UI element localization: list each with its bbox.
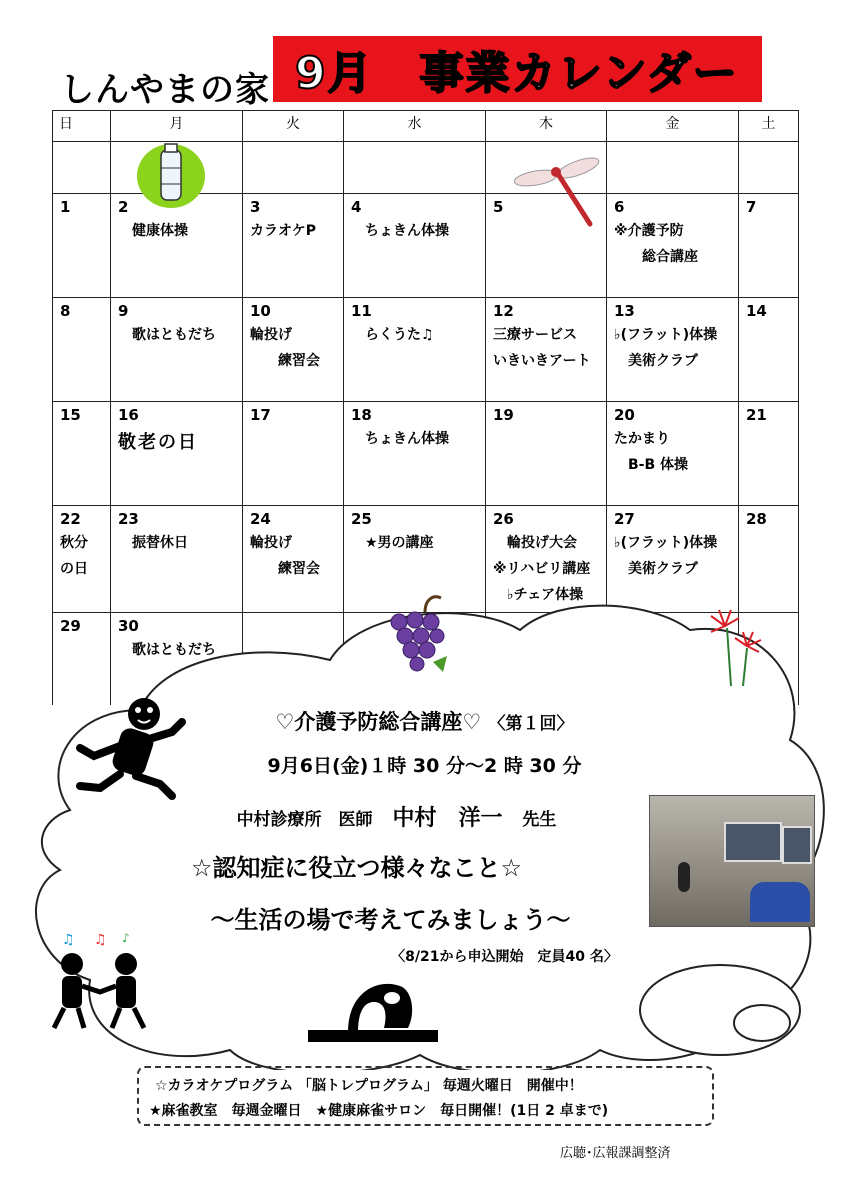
lecture-application-note: 〈8/21から申込開始 定員40 名〉 xyxy=(391,949,618,965)
day-number: 4 xyxy=(351,198,362,216)
event-label: ★男の講座 xyxy=(351,535,434,551)
weekday-mon: 月 xyxy=(111,111,243,142)
day-cell xyxy=(739,298,799,402)
weekday-wed: 水 xyxy=(344,111,486,142)
day-number: 14 xyxy=(746,302,767,320)
day-cell xyxy=(607,194,739,298)
event-label: らくうた♫ xyxy=(351,327,434,343)
weekday-tue: 火 xyxy=(243,111,344,142)
bench-figure-icon xyxy=(308,972,438,1052)
svg-text:♪: ♪ xyxy=(122,931,130,945)
event-label: ※リハビリ講座 xyxy=(493,561,591,577)
day-number: 18 xyxy=(351,406,372,424)
event-label: カラオケP xyxy=(250,223,316,239)
day-number: 12 xyxy=(493,302,514,320)
blank-cell xyxy=(344,142,486,194)
event-label: 総合講座 xyxy=(614,249,698,265)
day-cell xyxy=(243,402,344,506)
blank-cell xyxy=(53,142,111,194)
day-number: 1 xyxy=(60,198,71,216)
water-bottle-icon xyxy=(133,140,209,210)
week-row xyxy=(53,402,799,506)
day-number: 10 xyxy=(250,302,271,320)
day-cell xyxy=(53,298,111,402)
event-label: 練習会 xyxy=(250,353,320,369)
lecture-session: 〈第１回〉 xyxy=(488,714,574,734)
day-cell xyxy=(486,506,607,613)
day-cell xyxy=(344,298,486,402)
week-row xyxy=(53,298,799,402)
day-cell xyxy=(53,194,111,298)
day-cell xyxy=(344,194,486,298)
dragonfly-icon xyxy=(514,148,604,228)
red-spider-lily-icon xyxy=(705,606,775,686)
event-label: ♭(フラット)体操 xyxy=(614,327,718,343)
blank-cell xyxy=(486,142,607,194)
event-label: 健康体操 xyxy=(118,223,188,239)
day-number: 29 xyxy=(60,617,81,635)
day-number: 17 xyxy=(250,406,271,424)
event-label: 美術クラブ xyxy=(614,353,698,369)
day-number: 15 xyxy=(60,406,81,424)
lecture-title: ♡介護予防総合講座♡ xyxy=(275,710,482,734)
grapes-icon xyxy=(381,592,451,678)
event-label: の日 xyxy=(60,561,88,577)
day-number: 11 xyxy=(351,302,372,320)
speaker-affiliation: 中村診療所 医師 xyxy=(236,810,373,830)
page-title: 9月 事業カレンダー xyxy=(273,36,762,102)
day-number: 30 xyxy=(118,617,139,635)
weekly-programs-box xyxy=(137,1066,714,1126)
lecture-topic: ☆認知症に役立つ様々なこと☆ xyxy=(190,854,523,882)
day-number: 26 xyxy=(493,510,514,528)
event-label: 敬老の日 xyxy=(118,432,198,453)
event-label: 秋分 xyxy=(60,535,88,551)
day-cell xyxy=(243,298,344,402)
blank-cell xyxy=(739,142,799,194)
lecture-datetime: 9月6日(金)１時 30 分～2 時 30 分 xyxy=(267,755,582,777)
program-line-2: ★麻雀教室 毎週金曜日 ★健康麻雀サロン 毎日開催！(1日 2 卓まで) xyxy=(149,1103,609,1119)
day-number: 3 xyxy=(250,198,261,216)
day-number: 9 xyxy=(118,302,129,320)
day-number: 19 xyxy=(493,406,514,424)
weekday-fri: 金 xyxy=(607,111,739,142)
event-label: 三療サービス xyxy=(493,327,577,343)
event-label: 練習会 xyxy=(250,561,320,577)
day-cell xyxy=(739,194,799,298)
day-cell xyxy=(607,402,739,506)
blank-cell xyxy=(111,142,243,194)
event-label: 輪投げ大会 xyxy=(493,535,577,551)
day-cell xyxy=(111,506,243,613)
event-label: 振替休日 xyxy=(118,535,188,551)
day-cell xyxy=(739,506,799,613)
blank-cell xyxy=(607,142,739,194)
day-number: 21 xyxy=(746,406,767,424)
event-label: 輪投げ xyxy=(250,327,292,343)
day-cell xyxy=(243,506,344,613)
day-cell xyxy=(53,402,111,506)
day-number: 25 xyxy=(351,510,372,528)
event-label: 輪投げ xyxy=(250,535,292,551)
event-label: ♭チェア体操 xyxy=(493,587,584,603)
weekday-sat: 土 xyxy=(739,111,799,142)
blank-week-row xyxy=(53,142,799,194)
event-label: いきいきアート xyxy=(493,353,591,369)
day-cell xyxy=(607,298,739,402)
day-number: 6 xyxy=(614,198,625,216)
svg-text:♫: ♫ xyxy=(62,932,75,948)
blank-cell xyxy=(243,142,344,194)
day-number: 13 xyxy=(614,302,635,320)
event-label: ♭(フラット)体操 xyxy=(614,535,718,551)
program-line-1: ☆カラオケプログラム 「脳トレプログラム」 毎週火曜日 開催中！ xyxy=(155,1078,583,1094)
day-cell xyxy=(486,298,607,402)
day-number: 24 xyxy=(250,510,271,528)
event-label: 歌はともだち xyxy=(118,642,216,658)
weekday-thu: 木 xyxy=(486,111,607,142)
day-number: 27 xyxy=(614,510,635,528)
event-label: たかまり xyxy=(614,431,670,447)
day-cell xyxy=(739,402,799,506)
weekday-header-row xyxy=(53,111,799,142)
lecture-title-line xyxy=(0,706,849,736)
approval-stamp: 広聴･広報課調整済 xyxy=(560,1146,671,1161)
day-cell xyxy=(243,194,344,298)
day-cell xyxy=(486,402,607,506)
weekday-sun: 日 xyxy=(53,111,111,142)
event-label: ※介護予防 xyxy=(614,223,684,239)
day-number: 2 xyxy=(118,198,129,216)
lecture-subtopic: ～生活の場で考えてみましょう～ xyxy=(210,906,571,934)
day-number: 5 xyxy=(493,198,504,216)
event-label: 歌はともだち xyxy=(118,327,216,343)
day-cell xyxy=(111,402,243,506)
day-cell xyxy=(53,506,111,613)
day-number: 23 xyxy=(118,510,139,528)
day-cell xyxy=(344,402,486,506)
day-cell xyxy=(111,298,243,402)
organization-name: しんやまの家 xyxy=(60,70,270,110)
day-number: 20 xyxy=(614,406,635,424)
event-label: ちょきん体操 xyxy=(351,431,449,447)
speaker-honorific: 先生 xyxy=(522,810,557,830)
day-number: 8 xyxy=(60,302,71,320)
day-number: 22 xyxy=(60,510,81,528)
day-number: 16 xyxy=(118,406,139,424)
event-label: B-B 体操 xyxy=(614,457,689,473)
speaker-name: 中村 洋一 xyxy=(392,806,503,831)
day-cell xyxy=(607,506,739,613)
event-label: ちょきん体操 xyxy=(351,223,449,239)
day-number: 28 xyxy=(746,510,767,528)
event-label: 美術クラブ xyxy=(614,561,698,577)
lecture-speaker-line xyxy=(0,801,821,832)
svg-text:♫: ♫ xyxy=(94,932,107,948)
day-number: 7 xyxy=(746,198,757,216)
